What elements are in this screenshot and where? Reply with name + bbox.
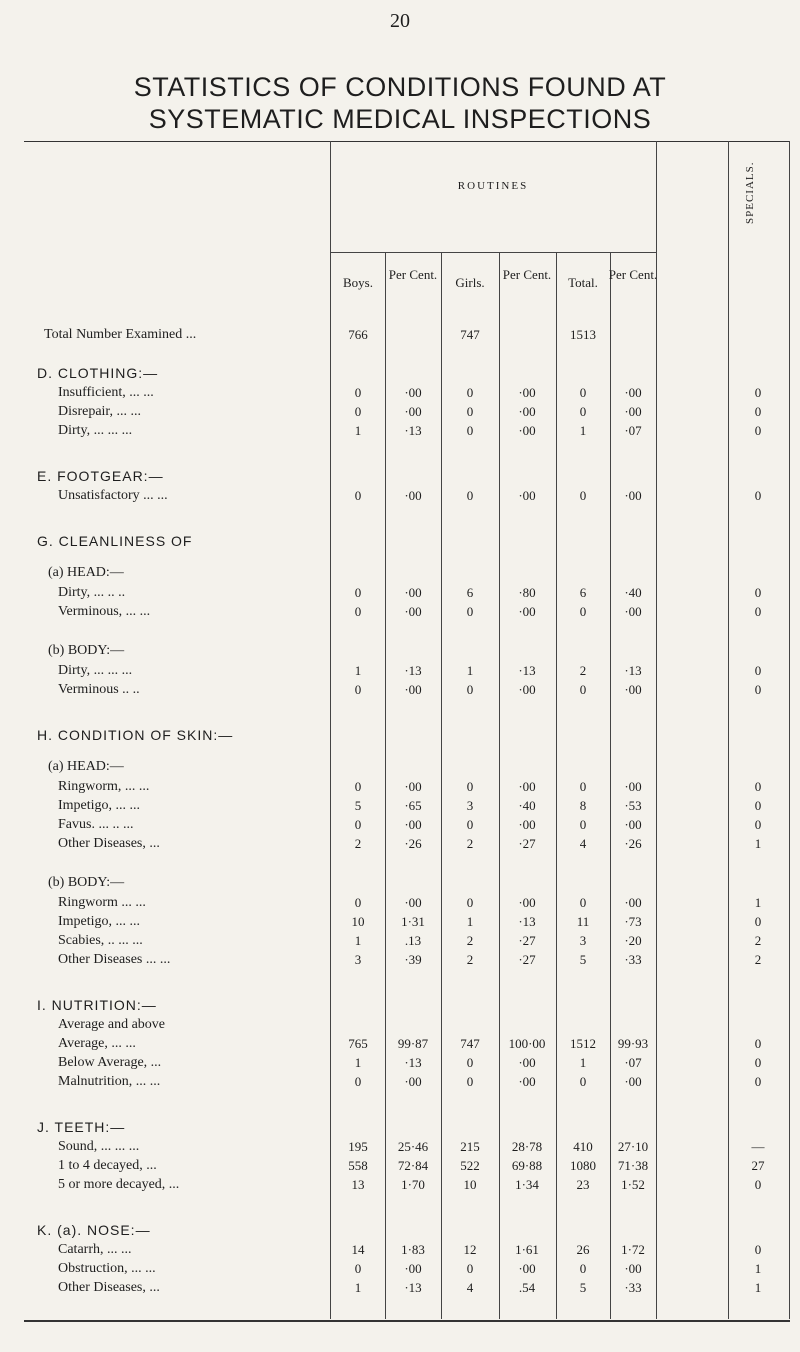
cell-specials: 0 [754, 423, 762, 438]
cell-girls-percent: ·00 [518, 1261, 536, 1276]
cell-boys-percent: 1·83 [401, 1242, 425, 1257]
cell-girls: 3 [466, 798, 474, 813]
cell-boys-percent: ·00 [404, 682, 422, 697]
section-heading: K. (a). NOSE:— [37, 1222, 151, 1238]
cell-boys-percent: ·13 [404, 1280, 422, 1295]
cell-total-percent: ·07 [624, 423, 642, 438]
cell-total-percent: ·73 [624, 914, 642, 929]
cell-specials: 2 [754, 933, 762, 948]
cell-total: 3 [579, 933, 587, 948]
cell-boys: 1 [354, 1280, 362, 1295]
cell-total-percent: ·13 [624, 663, 642, 678]
cell-boys: 0 [354, 817, 362, 832]
cell-girls: 747 [460, 327, 480, 342]
page-number: 20 [390, 10, 410, 32]
cell-boys: 0 [354, 1074, 362, 1089]
cell-boys-percent: 99·87 [397, 1036, 429, 1051]
cell-girls-percent: .54 [518, 1280, 536, 1295]
row-label: Disrepair, ... ... [58, 404, 142, 419]
row-label: Other Diseases, ... [58, 836, 160, 851]
row-label: 1 to 4 decayed, ... [58, 1158, 157, 1173]
cell-total: 2 [579, 663, 587, 678]
cell-total: 1512 [570, 1036, 596, 1051]
cell-boys-percent: ·00 [404, 779, 422, 794]
subsection-heading: (b) BODY:— [48, 643, 125, 658]
cell-total-percent: ·00 [624, 404, 642, 419]
cell-boys: 558 [348, 1158, 368, 1173]
cell-boys: 766 [348, 327, 368, 342]
cell-boys-percent: ·00 [404, 604, 422, 619]
cell-girls: 2 [466, 836, 474, 851]
cell-total-percent: 1·52 [621, 1177, 645, 1192]
routines-header: ROUTINES [457, 180, 529, 192]
row-label: Obstruction, ... ... [58, 1261, 156, 1276]
cell-total-percent: ·00 [624, 488, 642, 503]
cell-girls: 12 [463, 1242, 477, 1257]
cell-boys: 0 [354, 585, 362, 600]
cell-total-percent: ·00 [624, 604, 642, 619]
cell-boys: 2 [354, 836, 362, 851]
cell-boys: 765 [348, 1036, 368, 1051]
cell-total-percent: ·33 [624, 952, 642, 967]
cell-boys-percent: .13 [404, 933, 422, 948]
cell-total: 1 [579, 423, 587, 438]
cell-total-percent: ·07 [624, 1055, 642, 1070]
cell-girls: 0 [466, 817, 474, 832]
row-label: Verminous .. .. [58, 682, 140, 697]
cell-specials: 0 [754, 488, 762, 503]
cell-boys-percent: ·00 [404, 1261, 422, 1276]
cell-specials: 0 [754, 385, 762, 400]
cell-girls-percent: ·00 [518, 779, 536, 794]
cell-total: 0 [579, 817, 587, 832]
cell-total: 23 [576, 1177, 590, 1192]
cell-boys-percent: ·00 [404, 385, 422, 400]
cell-specials: 0 [754, 817, 762, 832]
column-header-boys: Boys. [343, 275, 373, 290]
cell-boys-percent: 25·46 [397, 1139, 429, 1154]
cell-specials: 0 [754, 604, 762, 619]
cell-girls: 0 [466, 423, 474, 438]
row-label: Favus. ... .. ... [58, 817, 134, 832]
row-label: Dirty, ... .. .. [58, 585, 126, 600]
column-header-total: Total. [568, 275, 598, 290]
cell-total: 4 [579, 836, 587, 851]
section-heading: E. FOOTGEAR:— [37, 468, 164, 484]
cell-boys-percent: ·00 [404, 895, 422, 910]
cell-boys: 0 [354, 682, 362, 697]
subsection-heading: (b) BODY:— [48, 875, 125, 890]
cell-girls: 4 [466, 1280, 474, 1295]
cell-boys: 3 [354, 952, 362, 967]
row-label: Scabies, .. ... ... [58, 933, 143, 948]
cell-girls: 215 [460, 1139, 480, 1154]
cell-girls: 2 [466, 952, 474, 967]
total-examined-label: Total Number Examined ... [44, 327, 197, 342]
cell-specials: — [751, 1139, 765, 1154]
column-header-girls: Girls. [455, 275, 485, 290]
cell-total: 8 [579, 798, 587, 813]
cell-total: 0 [579, 488, 587, 503]
cell-total-percent: 99·93 [617, 1036, 649, 1051]
cell-boys: 0 [354, 488, 362, 503]
cell-total: 11 [576, 914, 590, 929]
cell-total-percent: ·40 [624, 585, 642, 600]
row-label: Dirty, ... ... ... [58, 663, 133, 678]
cell-boys: 1 [354, 423, 362, 438]
cell-total: 5 [579, 1280, 587, 1295]
cell-total: 1513 [570, 327, 596, 342]
cell-girls-percent: ·00 [518, 895, 536, 910]
cell-boys-percent: ·26 [404, 836, 422, 851]
cell-total-percent: ·20 [624, 933, 642, 948]
cell-girls: 2 [466, 933, 474, 948]
cell-total: 0 [579, 895, 587, 910]
column-header-girls-percent: Per Cent. [502, 267, 552, 282]
cell-total: 0 [579, 1074, 587, 1089]
cell-specials: 0 [754, 682, 762, 697]
section-heading: H. CONDITION OF SKIN:— [37, 727, 234, 743]
cell-total-percent: ·00 [624, 1074, 642, 1089]
cell-boys-percent: ·00 [404, 488, 422, 503]
cell-boys: 0 [354, 779, 362, 794]
cell-girls: 0 [466, 895, 474, 910]
cell-boys: 5 [354, 798, 362, 813]
cell-boys: 195 [348, 1139, 368, 1154]
cell-total: 0 [579, 779, 587, 794]
cell-boys: 13 [351, 1177, 365, 1192]
cell-boys: 10 [351, 914, 365, 929]
cell-boys-percent: ·00 [404, 404, 422, 419]
cell-girls-percent: ·00 [518, 423, 536, 438]
cell-total-percent: 27·10 [617, 1139, 649, 1154]
cell-boys-percent: 1·70 [401, 1177, 425, 1192]
cell-specials: 0 [754, 779, 762, 794]
cell-specials: 0 [754, 1055, 762, 1070]
cell-total: 0 [579, 604, 587, 619]
cell-girls: 0 [466, 1055, 474, 1070]
cell-total-percent: ·00 [624, 779, 642, 794]
section-heading: J. TEETH:— [37, 1119, 126, 1135]
cell-girls: 0 [466, 779, 474, 794]
cell-specials: 1 [754, 1261, 762, 1276]
cell-boys-percent: ·65 [404, 798, 422, 813]
cell-specials: 2 [754, 952, 762, 967]
row-label: Other Diseases ... ... [58, 952, 171, 967]
cell-boys: 0 [354, 604, 362, 619]
cell-girls-percent: ·00 [518, 817, 536, 832]
cell-girls-percent: ·00 [518, 488, 536, 503]
cell-specials: 0 [754, 1177, 762, 1192]
cell-girls: 6 [466, 585, 474, 600]
cell-girls-percent: ·13 [518, 914, 536, 929]
row-label: Sound, ... ... ... [58, 1139, 140, 1154]
cell-girls-percent: ·27 [518, 933, 536, 948]
cell-girls-percent: ·00 [518, 1074, 536, 1089]
row-label: Catarrh, ... ... [58, 1242, 132, 1257]
cell-total: 410 [573, 1139, 593, 1154]
row-label: Below Average, ... [58, 1055, 162, 1070]
cell-total: 6 [579, 585, 587, 600]
cell-girls-percent: ·27 [518, 836, 536, 851]
row-label: Dirty, ... ... ... [58, 423, 133, 438]
cell-boys-percent: 72·84 [397, 1158, 429, 1173]
page-title-line-2: SYSTEMATIC MEDICAL INSPECTIONS [148, 104, 652, 134]
cell-specials: 27 [751, 1158, 765, 1173]
cell-girls: 0 [466, 404, 474, 419]
cell-boys-percent: 1·31 [401, 914, 425, 929]
cell-specials: 0 [754, 404, 762, 419]
cell-girls-percent: ·40 [518, 798, 536, 813]
cell-girls: 10 [463, 1177, 477, 1192]
row-label: Impetigo, ... ... [58, 914, 141, 929]
cell-girls-percent: ·00 [518, 404, 536, 419]
cell-girls-percent: ·00 [518, 1055, 536, 1070]
column-header-boys-percent: Per Cent. [388, 267, 438, 282]
cell-total-percent: ·00 [624, 895, 642, 910]
cell-boys: 1 [354, 663, 362, 678]
cell-total: 5 [579, 952, 587, 967]
row-label: Average, ... ... [58, 1036, 136, 1051]
cell-specials: 1 [754, 895, 762, 910]
cell-girls-percent: ·00 [518, 385, 536, 400]
cell-total-percent: 71·38 [617, 1158, 649, 1173]
subsection-heading: (a) HEAD:— [48, 565, 124, 580]
cell-boys: 1 [354, 1055, 362, 1070]
cell-specials: 0 [754, 663, 762, 678]
cell-girls: 1 [466, 663, 474, 678]
cell-girls: 0 [466, 682, 474, 697]
cell-girls: 0 [466, 488, 474, 503]
cell-total: 0 [579, 385, 587, 400]
cell-total-percent: ·00 [624, 385, 642, 400]
cell-total-percent: ·26 [624, 836, 642, 851]
cell-boys: 0 [354, 1261, 362, 1276]
row-label: 5 or more decayed, ... [58, 1177, 180, 1192]
header-divider [330, 252, 656, 253]
cell-boys: 1 [354, 933, 362, 948]
cell-girls: 522 [460, 1158, 480, 1173]
cell-girls: 0 [466, 385, 474, 400]
cell-girls: 0 [466, 1261, 474, 1276]
subsection-heading: (a) HEAD:— [48, 759, 124, 774]
cell-specials: 0 [754, 1242, 762, 1257]
cell-boys: 0 [354, 385, 362, 400]
section-heading: G. CLEANLINESS OF [37, 533, 193, 549]
cell-girls-percent: ·00 [518, 604, 536, 619]
section-heading: I. NUTRITION:— [37, 997, 157, 1013]
cell-boys: 0 [354, 895, 362, 910]
cell-girls-percent: ·00 [518, 682, 536, 697]
page-title-line-1: STATISTICS OF CONDITIONS FOUND AT [133, 72, 667, 102]
cell-total: 1080 [570, 1158, 596, 1173]
cell-boys-percent: ·00 [404, 817, 422, 832]
cell-girls: 0 [466, 604, 474, 619]
cell-boys-percent: ·00 [404, 585, 422, 600]
cell-boys: 14 [351, 1242, 365, 1257]
specials-header: SPECIALS. [744, 161, 756, 224]
cell-total-percent: 1·72 [621, 1242, 645, 1257]
cell-boys-percent: ·13 [404, 1055, 422, 1070]
cell-girls-percent: 1·61 [515, 1242, 539, 1257]
row-label: Other Diseases, ... [58, 1280, 160, 1295]
cell-boys: 0 [354, 404, 362, 419]
cell-specials: 0 [754, 914, 762, 929]
row-label: Verminous, ... ... [58, 604, 151, 619]
column-header-total-percent: Per Cent. [608, 267, 658, 282]
cell-girls-percent: ·80 [518, 585, 536, 600]
cell-girls: 747 [460, 1036, 480, 1051]
cell-girls: 1 [466, 914, 474, 929]
cell-total: 1 [579, 1055, 587, 1070]
section-heading: D. CLOTHING:— [37, 365, 159, 381]
row-label: Ringworm, ... ... [58, 779, 150, 794]
row-label: Malnutrition, ... ... [58, 1074, 161, 1089]
cell-total: 0 [579, 682, 587, 697]
cell-specials: 1 [754, 836, 762, 851]
row-label: Impetigo, ... ... [58, 798, 141, 813]
cell-specials: 0 [754, 1036, 762, 1051]
cell-girls-percent: 69·88 [511, 1158, 543, 1173]
row-label: Unsatisfactory ... ... [58, 488, 168, 503]
row-label: Ringworm ... ... [58, 895, 146, 910]
cell-total-percent: ·00 [624, 817, 642, 832]
cell-specials: 0 [754, 798, 762, 813]
cell-girls-percent: 1·34 [515, 1177, 539, 1192]
cell-specials: 1 [754, 1280, 762, 1295]
cell-girls-percent: 100·00 [508, 1036, 546, 1051]
cell-girls-percent: ·13 [518, 663, 536, 678]
cell-total-percent: ·33 [624, 1280, 642, 1295]
row-label: Average and above [58, 1017, 166, 1032]
cell-girls-percent: ·27 [518, 952, 536, 967]
cell-total: 0 [579, 1261, 587, 1276]
cell-total-percent: ·00 [624, 1261, 642, 1276]
cell-girls-percent: 28·78 [511, 1139, 543, 1154]
cell-boys-percent: ·13 [404, 663, 422, 678]
column-divider [789, 141, 790, 1319]
cell-specials: 0 [754, 1074, 762, 1089]
cell-total-percent: ·00 [624, 682, 642, 697]
cell-boys-percent: ·00 [404, 1074, 422, 1089]
cell-total: 0 [579, 404, 587, 419]
cell-total: 26 [576, 1242, 590, 1257]
cell-total-percent: ·53 [624, 798, 642, 813]
cell-specials: 0 [754, 585, 762, 600]
column-divider [728, 141, 729, 1319]
cell-boys-percent: ·13 [404, 423, 422, 438]
cell-boys-percent: ·39 [404, 952, 422, 967]
row-label: Insufficient, ... ... [58, 385, 154, 400]
cell-girls: 0 [466, 1074, 474, 1089]
